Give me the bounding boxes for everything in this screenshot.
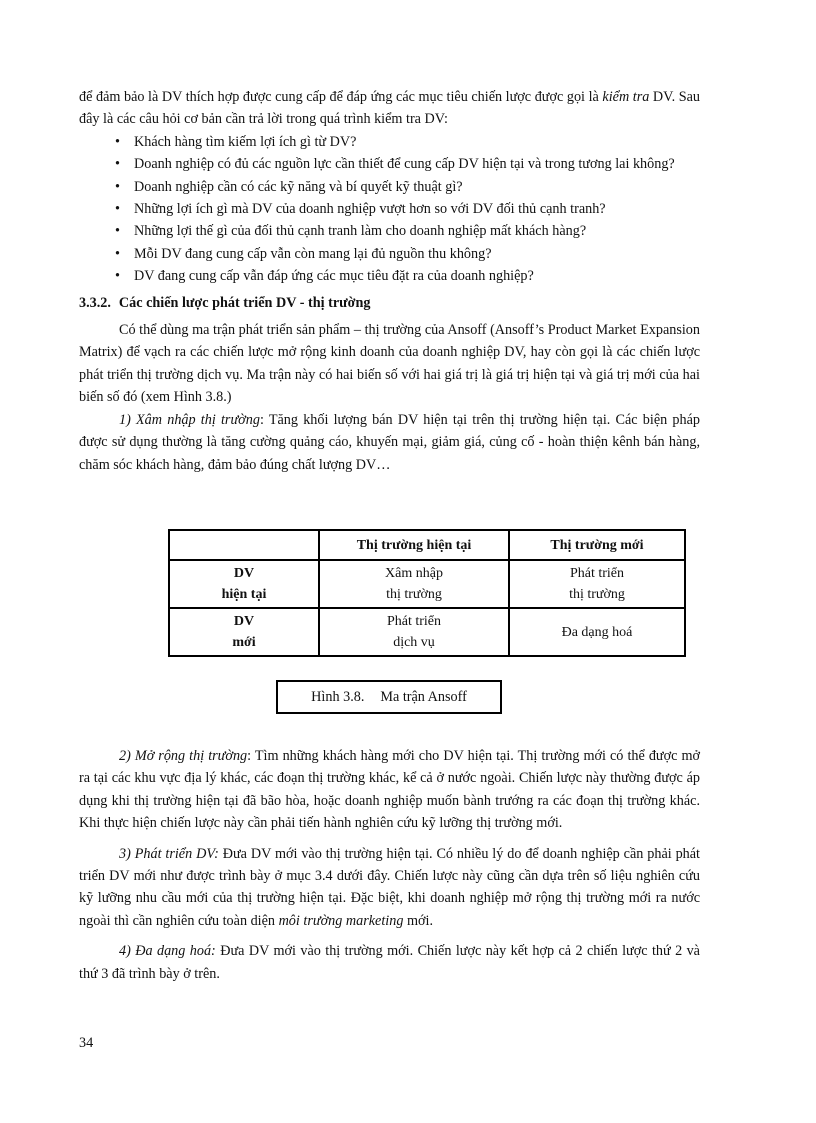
strategy-2-paragraph bbox=[79, 745, 700, 835]
col-header-current-market: Thị trường hiện tại bbox=[319, 530, 509, 560]
strategy-2-label: 2) Mở rộng thị trường bbox=[119, 748, 248, 764]
table-corner-cell bbox=[169, 530, 319, 560]
intro-text-2: DV. Sau đây là các câu hỏi cơ bản cần trả lời trong quá trình kiểm tra DV: bbox=[79, 89, 701, 128]
figure-title: Ma trận Ansoff bbox=[380, 688, 467, 705]
cell-line: Xâm nhập bbox=[385, 566, 443, 581]
section-heading bbox=[79, 292, 700, 314]
ansoff-matrix-table bbox=[168, 529, 686, 657]
strategy-4-label: 4) Đa dạng hoá: bbox=[119, 943, 216, 960]
strategy-3-label: 3) Phát triển DV: bbox=[119, 845, 219, 862]
strategy-3-paragraph bbox=[79, 843, 700, 933]
strategy-4-paragraph bbox=[79, 940, 700, 985]
strategy-1-label: 1) Xâm nhập thị trường bbox=[119, 411, 260, 428]
strategy-1-text: : Tăng khối lượng bán DV hiện tại trên thị trường hiện tại. Các biện pháp được sử dụng thường là tăng cường quảng cáo, khuyến mại, giảm giá, củng cố - hoàn thiện kênh bán hàng, chăm sóc khách hàng, đảm bảo đúng chất lượng DV… bbox=[79, 411, 700, 473]
strategy-3-text: Đưa DV mới vào thị trường hiện tại. Có nhiều lý do để doanh nghiệp cần phải phát triển DV mới như được trình bày ở mục 3.4 dưới đây. Chiến lược này cũng cần dựa trên số liệu nghiên cứu kỹ lưỡng nhu cầu mới của thị trường hiện tại. Đặc biệt, khi doanh nghiệp mở rộng thị trường mới ra nước ngoài thì cần nghiên cứu toàn diện bbox=[79, 845, 700, 929]
bullet-icon: • bbox=[115, 245, 120, 262]
bullet-icon: • bbox=[115, 178, 120, 195]
ansoff-paragraph: Có thể dùng ma trận phát triển sản phẩm – thị trường của Ansoff (Ansoff’s Product Market Expansion Matrix) để vạch ra các chiến lược mở rộng kinh doanh của doanh nghiệp DV, hay còn gọi là các chiến lược phát triển thị trường dịch vụ. Ma trận này có hai biến số với hai giá trị là giá trị hiện tại và giá trị mới của hai biến số đó (xem Hình 3.8.) bbox=[79, 322, 700, 406]
strategy-3-term: môi trường marketing bbox=[278, 912, 404, 929]
row-header-line: mới bbox=[232, 635, 256, 650]
question-list bbox=[79, 131, 700, 288]
list-item-text: Khách hàng tìm kiếm lợi ích gì từ DV? bbox=[134, 133, 357, 150]
intro-text-1: để đảm bảo là DV thích hợp được cung cấp để đáp ứng các mục tiêu chiến lược được gọi là bbox=[79, 89, 603, 105]
section-number: 3.3.2. bbox=[79, 294, 111, 311]
list-item-text: Doanh nghiệp cần có các kỹ năng và bí quyết kỹ thuật gì? bbox=[134, 178, 463, 195]
strategy-4-text: Đưa DV mới vào thị trường mới. Chiến lược này kết hợp cả 2 chiến lược thứ 2 và thứ 3 đã trình bày ở trên. bbox=[79, 943, 700, 982]
list-item-text: Mỗi DV đang cung cấp vẫn còn mang lại đủ nguồn thu không? bbox=[134, 245, 492, 262]
list-item bbox=[79, 198, 700, 220]
list-item bbox=[79, 153, 700, 175]
list-item bbox=[79, 220, 700, 242]
bullet-icon: • bbox=[115, 156, 120, 173]
row-header-new-service bbox=[169, 608, 319, 656]
cell-market-development bbox=[509, 560, 685, 608]
intro-paragraph bbox=[79, 86, 700, 131]
cell-market-penetration bbox=[319, 560, 509, 608]
page-body bbox=[79, 86, 700, 476]
row-header-line: DV bbox=[233, 614, 255, 629]
table-row bbox=[169, 608, 685, 656]
lower-body bbox=[79, 745, 700, 993]
strategy-1-paragraph bbox=[79, 409, 700, 476]
cell-line: Phát triển bbox=[569, 566, 625, 581]
list-item bbox=[79, 176, 700, 198]
figure-number: Hình 3.8. bbox=[311, 688, 365, 705]
intro-term: kiểm tra bbox=[602, 89, 650, 105]
table-row bbox=[169, 560, 685, 608]
list-item-text: Những lợi thế gì của đối thủ cạnh tranh làm cho doanh nghiệp mất khách hàng? bbox=[134, 223, 587, 240]
cell-line: thị trường bbox=[569, 587, 625, 602]
list-item bbox=[79, 131, 700, 153]
figure-caption bbox=[276, 680, 502, 714]
list-item bbox=[79, 265, 700, 287]
bullet-icon: • bbox=[115, 223, 120, 240]
cell-line: Phát triển bbox=[386, 614, 442, 629]
list-item-text: DV đang cung cấp vẫn đáp ứng các mục tiêu đặt ra của doanh nghiệp? bbox=[134, 268, 534, 285]
table-header-row bbox=[169, 530, 685, 560]
list-item-text: Những lợi ích gì mà DV của doanh nghiệp vượt hơn so với DV đối thủ cạnh tranh? bbox=[134, 201, 606, 218]
cell-line: dịch vụ bbox=[393, 635, 435, 650]
cell-diversification: Đa dạng hoá bbox=[509, 608, 685, 656]
row-header-current-service bbox=[169, 560, 319, 608]
strategy-3-tail: mới. bbox=[403, 912, 434, 929]
section-title: Các chiến lược phát triển DV - thị trường bbox=[118, 294, 371, 311]
list-item bbox=[79, 243, 700, 265]
strategy-2-text: : Tìm những khách hàng mới cho DV hiện tại. Thị trường mới có thể được mở ra tại các khu vực địa lý khác, các đoạn thị trường khác, kể cả ở nước ngoài. Chiến lược này thường được áp dụng khi thị trường hiện tại đã bão hòa, hoặc doanh nghiệp muốn bành trướng ra các đoạn thị trường khác. Khi thực hiện chiến lược này cần phải tiến hành nghiên cứu kỹ lưỡng thị trường mới. bbox=[79, 748, 700, 832]
list-item-text: Doanh nghiệp có đủ các nguồn lực cần thiết để cung cấp DV hiện tại và trong tương lai không? bbox=[134, 156, 675, 173]
bullet-icon: • bbox=[115, 268, 120, 285]
page-number: 34 bbox=[79, 1035, 94, 1051]
bullet-icon: • bbox=[115, 133, 120, 150]
cell-line: thị trường bbox=[386, 587, 442, 602]
bullet-icon: • bbox=[115, 201, 120, 218]
row-header-line: DV bbox=[233, 566, 255, 581]
col-header-new-market: Thị trường mới bbox=[509, 530, 685, 560]
cell-service-development bbox=[319, 608, 509, 656]
row-header-line: hiện tại bbox=[221, 587, 267, 602]
